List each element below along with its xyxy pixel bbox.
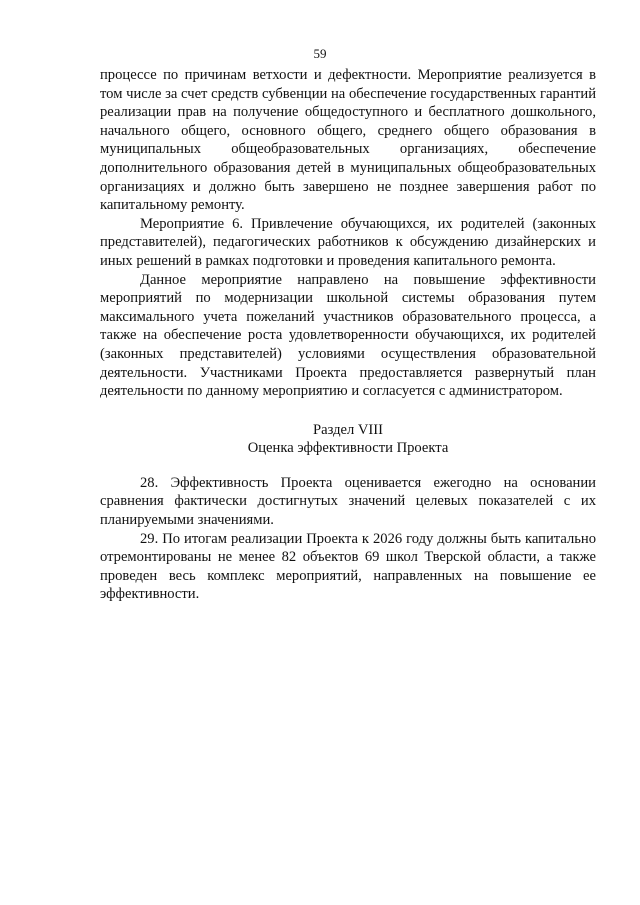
paragraph-measure-6-description: Данное мероприятие направлено на повышение эффективности мероприятий по модернизации школьной системы образования путем максимального учета пожеланий участников образовательного процесса, а также на обеспечение роста удовлетворенности обучающихся, их родителей (законных представителей) условиями осуществления образовательной деятельности. Участниками Проекта предоставляется развернутый план деятельности по данному мероприятию и согласуется с администратором. [100, 271, 596, 400]
page-number: 59 [313, 46, 327, 61]
paragraph-continuation: процессе по причинам ветхости и дефектности. Мероприятие реализуется в том числе за счет средств субвенции на обеспечение государственных гарантий реализации прав на получение общедоступного и бесплатного дошкольного, начального общего, основного общего, среднего общего образования в муниципальных общеобразовательных организациях, обеспечение дополнительного образования детей в муниципальных общеобразовательных организациях и должно быть завершено не позднее завершения работ по капитальному ремонту. [100, 67, 596, 214]
section-label: Раздел VIII [312, 421, 384, 438]
section-title: Оценка эффективности Проекта [247, 440, 449, 457]
section-heading [100, 421, 596, 458]
paragraph-item-29: 29. По итогам реализации Проекта к 2026 году должны быть капитально отремонтированы не менее 82 объектов 69 школ Тверской области, а также проведен весь комплекс мероприятий, направленных на повышение ее эффективности. [100, 530, 596, 603]
paragraph-measure-6: Мероприятие 6. Привлечение обучающихся, их родителей (законных представителей), педагогических работников к обсуждению дизайнерских и иных решений в рамках подготовки и проведения капитального ремонта. [100, 215, 596, 269]
paragraph-item-28: 28. Эффективность Проекта оценивается ежегодно на основании сравнения фактически достигнутых значений целевых показателей с их планируемыми значениями. [100, 474, 596, 529]
document-body [100, 66, 596, 604]
